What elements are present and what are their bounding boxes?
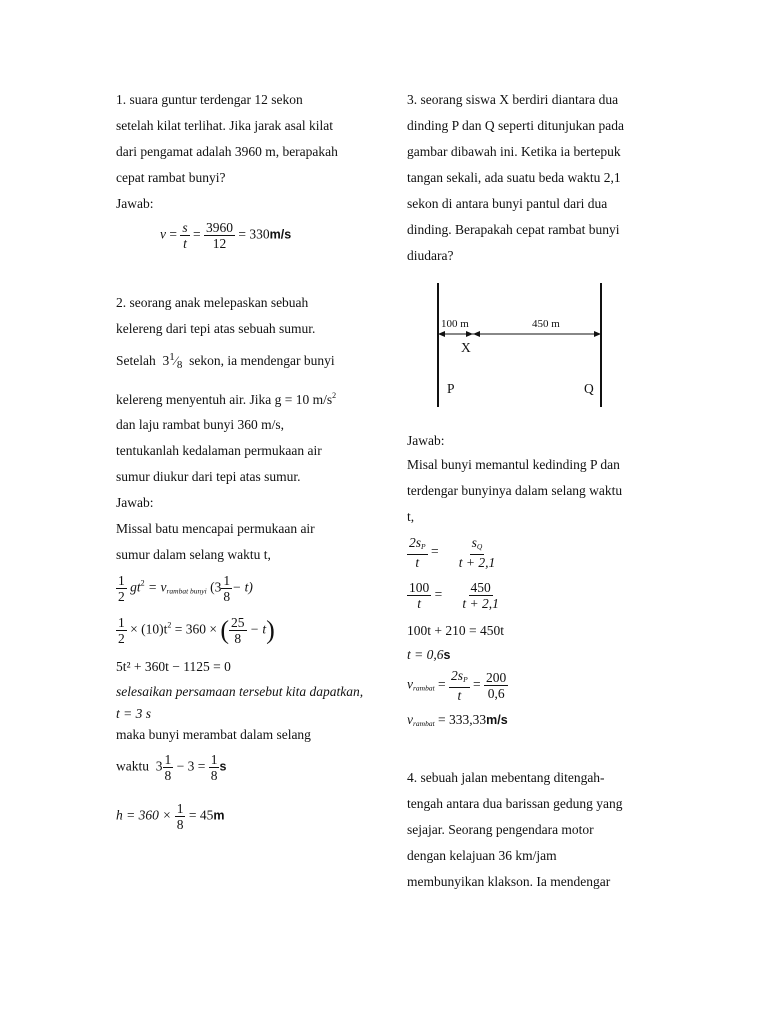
q2-eq2: $\frac{1}{2}$ × $(10)t^2 = 360$ × ( $\frac{25}{8}$ − t) — [118, 615, 275, 646]
q1-line: 1. suara guntur terdengar 12 sekon — [116, 92, 303, 107]
frac-num: 2s — [409, 535, 422, 550]
q2-line-setelah: Setelah $3^1⁄_8$ sekon, ia mendengar bunyi — [116, 351, 335, 371]
q2-eq5: t = 3 s — [116, 706, 151, 721]
frac-num: 25 — [231, 615, 245, 630]
frac-num: 3960 — [206, 220, 234, 235]
frac-num: s — [471, 535, 477, 550]
q3-line: diudara? — [407, 248, 454, 263]
eq-unit: m — [213, 808, 225, 823]
label-p: P — [447, 381, 455, 396]
eq-unit: m/s — [269, 227, 292, 242]
q2-h-equation — [116, 801, 224, 832]
frac-den: t + 2,1 — [462, 596, 499, 611]
frac-num: 1 — [118, 615, 125, 630]
eq-sub: P — [463, 675, 468, 684]
eq-unit: m/s — [486, 713, 508, 727]
q3-eq6 — [407, 712, 508, 728]
eq-term: − t — [249, 621, 267, 637]
q3-line: sekon di antara bunyi pantul dari dua — [407, 196, 608, 211]
label-q: Q — [584, 381, 594, 396]
q2-setelah: Setelah — [116, 353, 156, 368]
wall-p — [437, 283, 439, 407]
frac-num: 200 — [486, 670, 507, 685]
q1-line: cepat rambat bunyi? — [116, 170, 226, 185]
eq-term: v — [407, 712, 413, 727]
q1-equation: v = $\frac{s}{t}$ = $\frac{3960}{12}$ = 330m/s — [160, 220, 292, 251]
eq-unit: s — [219, 759, 227, 774]
q3-line: dinding P dan Q seperti ditunjukan pada — [407, 118, 624, 133]
frac-num: s — [182, 220, 188, 235]
q3-eq2 — [407, 580, 516, 611]
q2-line: dan laju rambat bunyi 360 m/s, — [116, 417, 284, 432]
eq-sub: Q — [476, 542, 483, 551]
q3-line: tangan sekali, ada suatu beda waktu 2,1 — [407, 170, 621, 185]
q2-line: sumur dalam selang waktu t, — [116, 547, 271, 562]
frac-num: 100 — [409, 580, 430, 595]
q2-jawab: Jawab: — [116, 495, 154, 510]
frac-den: 12 — [212, 236, 227, 251]
q2-maka: maka bunyi merambat dalam selang — [116, 727, 311, 742]
mixed-num: 1 — [169, 351, 175, 363]
q2-g-exp: 2 — [332, 391, 337, 400]
frac-den: 8 — [210, 768, 218, 783]
q1-jawab: Jawab: — [116, 196, 154, 211]
frac-den: 2 — [118, 631, 125, 646]
q2-line: 2. seorang anak melepaskan sebuah — [116, 295, 309, 310]
frac-den: t — [417, 596, 421, 611]
mixed-den: 8 — [176, 359, 183, 371]
q4-line: 4. sebuah jalan mebentang ditengah- — [407, 770, 605, 785]
q4-line: sejajar. Seorang pengendara motor — [407, 822, 594, 837]
frac-den: t — [457, 688, 462, 703]
frac-den: t — [183, 236, 187, 251]
frac-num: 1 — [164, 752, 172, 767]
q2-g-text: kelereng menyentuh air. Jika g = — [116, 392, 293, 407]
q2-line-g — [116, 387, 336, 409]
eq-sub: rambat bunyi — [166, 586, 207, 596]
eq-exp: 2 — [167, 620, 172, 630]
eq-term: = — [430, 543, 439, 559]
q3-eq5 — [407, 668, 508, 703]
eq-sub: P — [421, 542, 426, 551]
distance-right: 450 m — [532, 318, 560, 330]
frac-num: 1 — [176, 801, 184, 816]
q1-line: dari pengamat adalah 3960 m, berapakah — [116, 144, 338, 159]
frac-den: 8 — [234, 631, 242, 646]
frac-num: 2s — [451, 668, 464, 683]
q2-g-value: 10 m/s — [295, 392, 333, 407]
eq-result: = 330 — [238, 226, 270, 242]
q2-line: Missal batu mencapai permukaan air — [116, 521, 315, 536]
eq-term: t = 0,6 — [407, 647, 444, 662]
distance-left: 100 m — [441, 318, 469, 330]
frac-den: t + 2,1 — [458, 555, 496, 570]
frac-den: t — [415, 555, 420, 570]
wall-q — [600, 283, 602, 407]
q3-jawab-line: terdengar bunyinya dalam selang waktu — [407, 483, 623, 498]
eq-term: v — [407, 676, 413, 692]
label-x: X — [461, 340, 471, 355]
q3-line: dinding. Berapakah cepat rambat bunyi — [407, 222, 620, 237]
q2-line: tentukanlah kedalaman permukaan air — [116, 443, 322, 458]
waktu-label: waktu — [116, 758, 149, 774]
q2-after-mixed: sekon, ia mendengar bunyi — [189, 353, 335, 368]
q3-eq3: 100t + 210 = 450t — [407, 623, 504, 638]
q3-jawab-line: Misal bunyi memantul kedinding P dan — [407, 457, 620, 472]
eq-sub: rambat — [413, 719, 435, 728]
eq-term: − t) — [232, 579, 253, 595]
q3-jawab: Jawab: — [407, 433, 445, 448]
eq-unit: s — [443, 648, 451, 662]
frac-num: 1 — [210, 752, 218, 767]
q2-line: sumur diukur dari tepi atas sumur. — [116, 469, 301, 484]
q3-jawab-line: t, — [407, 509, 415, 524]
eq-term: = 360 × — [174, 621, 217, 637]
q3-line: gambar dibawah ini. Ketika ia bertepuk — [407, 144, 621, 159]
eq-term: 3 — [155, 758, 163, 774]
frac-den: 0,6 — [487, 686, 505, 701]
q3-line: 3. seorang siswa X berdiri diantara dua — [407, 92, 619, 107]
eq-term: = — [473, 676, 481, 692]
frac-num: 1 — [223, 573, 231, 588]
q3-eq1 — [407, 535, 512, 570]
eq-term: = — [438, 676, 446, 692]
mixed-whole: 3 — [162, 353, 170, 368]
frac-den: 8 — [176, 817, 184, 832]
frac-num: 1 — [118, 573, 125, 588]
q4-line: membunyikan klakson. Ia mendengar — [407, 874, 611, 889]
eq-term: = v — [148, 579, 167, 595]
q2-eq1 — [116, 573, 253, 604]
eq-exp: 2 — [140, 578, 145, 588]
q2-eq4: selesaikan persamaan tersebut kita dapatkan, — [116, 684, 364, 699]
eq-term: h = 360 × — [116, 807, 172, 823]
eq-term: = — [434, 586, 443, 602]
q4-line: dengan kelajuan 36 km/jam — [407, 848, 557, 863]
frac-den: 2 — [118, 589, 125, 604]
frac-num: 450 — [470, 580, 491, 595]
q4-line: tengah antara dua barissan gedung yang — [407, 796, 623, 811]
q2-waktu — [116, 752, 226, 783]
eq-result: = 45 — [188, 807, 214, 823]
q1-line: setelah kilat terlihat. Jika jarak asal kilat — [116, 118, 334, 133]
frac-den: 8 — [164, 768, 172, 783]
q2-line: kelereng dari tepi atas sebuah sumur. — [116, 321, 316, 336]
q3-eq4 — [407, 647, 450, 663]
q2-eq3: 5t² + 360t − 1125 = 0 — [116, 659, 231, 674]
eq-term: − 3 = — [176, 758, 206, 774]
frac-den: 8 — [223, 589, 231, 604]
eq-term: (3 — [210, 579, 222, 595]
eq-sub: rambat — [413, 683, 435, 693]
eq-symbol: v — [160, 226, 166, 242]
eq-term: gt — [130, 579, 141, 595]
eq-result: = 333,33 — [438, 712, 487, 727]
eq-term: × (10)t — [130, 621, 168, 637]
